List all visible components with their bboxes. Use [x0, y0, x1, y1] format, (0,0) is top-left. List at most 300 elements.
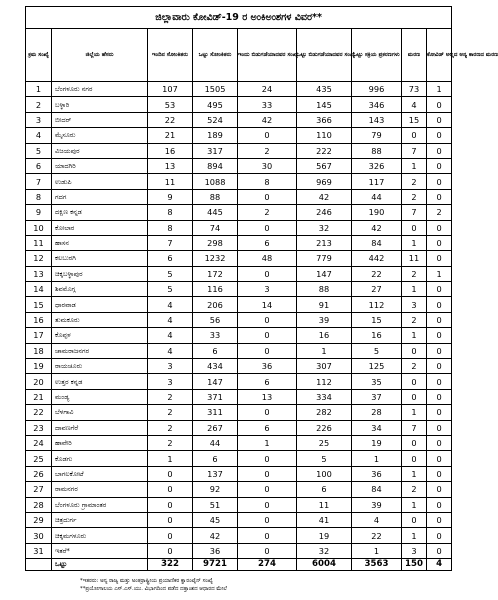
- table-row: [26, 343, 452, 358]
- deaths-cell: 1: [402, 235, 427, 250]
- today-cases-cell: 4: [148, 328, 193, 343]
- today-cases-cell: 3: [148, 359, 193, 374]
- today-discharged-cell: 14: [238, 297, 297, 312]
- footnote-source: **ಪ್ರಯೋಗಾಲಯ ಎಸ್.ಎಸ್.ಯು. ವಿಭಾಗದಿಂದ ಪಡೆದ ದತ್ತಾಂಶದ ಆಧಾರದ ಮೇಲೆ: [80, 586, 227, 592]
- district-name-cell: ಕಲಬುರಗಿ: [52, 251, 148, 266]
- active-cases-cell: 117: [352, 174, 402, 189]
- total-discharged-cell: 282: [297, 405, 352, 420]
- total-cases-cell: 88: [193, 189, 238, 204]
- serial-cell: 24: [26, 435, 52, 450]
- non-covid-deaths-cell: 0: [427, 158, 452, 173]
- serial-cell: 3: [26, 112, 52, 127]
- serial-cell: 12: [26, 251, 52, 266]
- table-row: [26, 205, 452, 220]
- district-name-cell: ಧಾರವಾಡ: [52, 297, 148, 312]
- active-cases-cell: 39: [352, 497, 402, 512]
- today-discharged-cell: 33: [238, 97, 297, 112]
- district-name-cell: ಬೀದರ್: [52, 112, 148, 127]
- table-row: [26, 328, 452, 343]
- total-discharged-cell: 110: [297, 128, 352, 143]
- non-covid-deaths-cell: 0: [427, 297, 452, 312]
- deaths-cell: 2: [402, 266, 427, 281]
- total-discharged-cell: 969: [297, 174, 352, 189]
- table-row: [26, 528, 452, 543]
- non-covid-deaths-cell: 0: [427, 512, 452, 527]
- district-covid-table: [25, 6, 498, 571]
- deaths-cell: 0: [402, 374, 427, 389]
- district-name-cell: ಇತರೆ*: [52, 543, 148, 558]
- serial-cell: 18: [26, 343, 52, 358]
- total-cases-cell: 1088: [193, 174, 238, 189]
- total-cases-cell: 267: [193, 420, 238, 435]
- today-discharged-cell: 1: [238, 435, 297, 450]
- serial-cell: 30: [26, 528, 52, 543]
- non-covid-deaths-cell: 0: [427, 282, 452, 297]
- table-row: [26, 482, 452, 497]
- total-cases-cell: 36: [193, 543, 238, 558]
- today-cases-cell: 4: [148, 297, 193, 312]
- active-cases-cell: 5: [352, 343, 402, 358]
- total-discharged-cell: 19: [297, 528, 352, 543]
- today-cases-cell: 2: [148, 389, 193, 404]
- col-non-covid-deaths-header: ಕೋವಿಡ್ ಅಲ್ಲದ ಅನ್ಯ ಕಾರಣದ ಮರಣ: [427, 29, 452, 82]
- total-discharged-cell: 1: [297, 343, 352, 358]
- active-cases-cell: 346: [352, 97, 402, 112]
- table-row: [26, 220, 452, 235]
- total-discharged-cell: 779: [297, 251, 352, 266]
- today-discharged-cell: 0: [238, 266, 297, 281]
- non-covid-deaths-cell: 0: [427, 143, 452, 158]
- non-covid-deaths-cell: 0: [427, 420, 452, 435]
- district-name-cell: ಮೈಸೂರು: [52, 128, 148, 143]
- non-covid-deaths-cell: 0: [427, 189, 452, 204]
- total-discharged-cell: 16: [297, 328, 352, 343]
- today-discharged-cell: 0: [238, 482, 297, 497]
- today-cases-cell: 5: [148, 282, 193, 297]
- active-cases-cell: 22: [352, 528, 402, 543]
- total-cases-cell: 92: [193, 482, 238, 497]
- serial-cell: 29: [26, 512, 52, 527]
- active-cases-cell: 84: [352, 482, 402, 497]
- deaths-cell: 1: [402, 158, 427, 173]
- total-cases-cell: 1232: [193, 251, 238, 266]
- today-cases-cell: 0: [148, 466, 193, 481]
- today-cases-cell: 4: [148, 312, 193, 327]
- col-total-cases-header: ಒಟ್ಟು ಸೋಂಕಿತರು: [193, 29, 238, 82]
- total-today-cases-cell: 322: [148, 559, 193, 571]
- title-row: [26, 7, 452, 29]
- deaths-cell: 0: [402, 435, 427, 450]
- non-covid-deaths-cell: 0: [427, 128, 452, 143]
- today-discharged-cell: 0: [238, 343, 297, 358]
- total-active-cases-cell: 3563: [352, 559, 402, 571]
- today-cases-cell: 11: [148, 174, 193, 189]
- deaths-cell: 7: [402, 205, 427, 220]
- district-name-cell: ಬಾಗಲಕೋಟೆ: [52, 466, 148, 481]
- active-cases-cell: 996: [352, 82, 402, 97]
- serial-cell: 31: [26, 543, 52, 558]
- total-cases-cell: 524: [193, 112, 238, 127]
- table-row: [26, 143, 452, 158]
- district-name-cell: ಬೆಳಗಾವಿ: [52, 405, 148, 420]
- district-name-cell: ಬೆಂಗಳೂರು ನಗರ: [52, 82, 148, 97]
- today-discharged-cell: 3: [238, 282, 297, 297]
- report-title: ಜಿಲ್ಲಾವಾರು ಕೋವಿಡ್-19 ರ ಅಂಕಿಅಂಶಗಳ ವಿವರ**: [26, 7, 452, 29]
- total-discharged-cell: 147: [297, 266, 352, 281]
- deaths-cell: 3: [402, 543, 427, 558]
- serial-cell: 17: [26, 328, 52, 343]
- serial-cell: 8: [26, 189, 52, 204]
- district-name-cell: ಹಾವೇರಿ: [52, 435, 148, 450]
- table-row: [26, 497, 452, 512]
- today-discharged-cell: 0: [238, 512, 297, 527]
- deaths-cell: 1: [402, 282, 427, 297]
- total-discharged-cell: 32: [297, 220, 352, 235]
- total-cases-cell: 894: [193, 158, 238, 173]
- serial-cell: 25: [26, 451, 52, 466]
- table-row: [26, 112, 452, 127]
- serial-cell: 11: [26, 235, 52, 250]
- active-cases-cell: 79: [352, 128, 402, 143]
- serial-cell: 19: [26, 359, 52, 374]
- today-discharged-cell: 8: [238, 174, 297, 189]
- deaths-cell: 0: [402, 451, 427, 466]
- total-discharged-cell: 11: [297, 497, 352, 512]
- district-name-cell: ಚಾಮರಾಜನಗರ: [52, 343, 148, 358]
- deaths-cell: 3: [402, 297, 427, 312]
- total-total-discharged-cell: 6004: [297, 559, 352, 571]
- active-cases-cell: 15: [352, 312, 402, 327]
- total-discharged-cell: 88: [297, 282, 352, 297]
- non-covid-deaths-cell: 0: [427, 374, 452, 389]
- serial-cell: 2: [26, 97, 52, 112]
- district-name-cell: ವಿಜಯಪುರ: [52, 143, 148, 158]
- total-cases-cell: 6: [193, 451, 238, 466]
- table-row: [26, 405, 452, 420]
- table-row: [26, 297, 452, 312]
- district-name-cell: ಶಿವಮೊಗ್ಗ: [52, 282, 148, 297]
- table-row: [26, 435, 452, 450]
- col-deaths-header: ಮರಣ: [402, 29, 427, 82]
- active-cases-cell: 37: [352, 389, 402, 404]
- deaths-cell: 4: [402, 97, 427, 112]
- active-cases-cell: 1: [352, 543, 402, 558]
- today-cases-cell: 3: [148, 374, 193, 389]
- header-row: [26, 29, 452, 82]
- serial-cell: 9: [26, 205, 52, 220]
- active-cases-cell: 88: [352, 143, 402, 158]
- table-row: [26, 82, 452, 97]
- today-cases-cell: 1: [148, 451, 193, 466]
- today-discharged-cell: 6: [238, 374, 297, 389]
- non-covid-deaths-cell: 0: [427, 482, 452, 497]
- active-cases-cell: 44: [352, 189, 402, 204]
- total-cases-cell: 44: [193, 435, 238, 450]
- district-name-cell: ಚಿತ್ರದುರ್ಗ: [52, 512, 148, 527]
- total-discharged-cell: 25: [297, 435, 352, 450]
- deaths-cell: 7: [402, 420, 427, 435]
- deaths-cell: 7: [402, 143, 427, 158]
- total-discharged-cell: 567: [297, 158, 352, 173]
- non-covid-deaths-cell: 0: [427, 451, 452, 466]
- deaths-cell: 1: [402, 405, 427, 420]
- col-today-discharged-header: ಇಂದು ಬಿಡುಗಡೆಯಾದವರ ಸಂಖ್ಯೆ: [238, 29, 297, 82]
- deaths-cell: 2: [402, 482, 427, 497]
- today-cases-cell: 0: [148, 512, 193, 527]
- total-row: [26, 559, 452, 571]
- serial-cell: 14: [26, 282, 52, 297]
- today-discharged-cell: 6: [238, 235, 297, 250]
- table-row: [26, 359, 452, 374]
- today-discharged-cell: 0: [238, 451, 297, 466]
- total-cases-cell: 74: [193, 220, 238, 235]
- table-row: [26, 251, 452, 266]
- today-cases-cell: 0: [148, 543, 193, 558]
- district-name-cell: ಗದಗ: [52, 189, 148, 204]
- table-row: [26, 512, 452, 527]
- today-discharged-cell: 13: [238, 389, 297, 404]
- active-cases-cell: 442: [352, 251, 402, 266]
- col-today-cases-header: ಇಂದಿನ ಸೋಂಕಿತರು: [148, 29, 193, 82]
- today-cases-cell: 5: [148, 266, 193, 281]
- total-cases-cell: 317: [193, 143, 238, 158]
- total-cases-cell: 371: [193, 389, 238, 404]
- total-discharged-cell: 112: [297, 374, 352, 389]
- non-covid-deaths-cell: 0: [427, 312, 452, 327]
- active-cases-cell: 1: [352, 451, 402, 466]
- district-name-cell: ಉಡುಪಿ: [52, 174, 148, 189]
- deaths-cell: 1: [402, 528, 427, 543]
- today-discharged-cell: 0: [238, 128, 297, 143]
- today-cases-cell: 8: [148, 205, 193, 220]
- serial-cell: 15: [26, 297, 52, 312]
- non-covid-deaths-cell: 0: [427, 174, 452, 189]
- table-row: [26, 266, 452, 281]
- table-row: [26, 158, 452, 173]
- total-discharged-cell: 100: [297, 466, 352, 481]
- district-name-cell: ಚಿಕ್ಕಮಗಳೂರು: [52, 528, 148, 543]
- serial-cell: 5: [26, 143, 52, 158]
- district-name-cell: ದಕ್ಷಿಣ ಕನ್ನಡ: [52, 205, 148, 220]
- active-cases-cell: 42: [352, 220, 402, 235]
- table-row: [26, 466, 452, 481]
- district-name-cell: ಬಳ್ಳಾರಿ: [52, 97, 148, 112]
- total-cases-cell: 434: [193, 359, 238, 374]
- total-cases-cell: 6: [193, 343, 238, 358]
- active-cases-cell: 4: [352, 512, 402, 527]
- deaths-cell: 2: [402, 359, 427, 374]
- total-discharged-cell: 226: [297, 420, 352, 435]
- serial-cell: 20: [26, 374, 52, 389]
- total-discharged-cell: 213: [297, 235, 352, 250]
- deaths-cell: 73: [402, 82, 427, 97]
- today-discharged-cell: 0: [238, 543, 297, 558]
- active-cases-cell: 190: [352, 205, 402, 220]
- deaths-cell: 0: [402, 512, 427, 527]
- total-discharged-cell: 366: [297, 112, 352, 127]
- non-covid-deaths-cell: 0: [427, 389, 452, 404]
- col-district-header: ಜಿಲ್ಲೆಯ ಹೆಸರು: [52, 29, 148, 82]
- today-discharged-cell: 42: [238, 112, 297, 127]
- total-discharged-cell: 42: [297, 189, 352, 204]
- non-covid-deaths-cell: 0: [427, 359, 452, 374]
- deaths-cell: 2: [402, 189, 427, 204]
- district-name-cell: ತುಮಕೂರು: [52, 312, 148, 327]
- today-discharged-cell: 36: [238, 359, 297, 374]
- non-covid-deaths-cell: 0: [427, 235, 452, 250]
- non-covid-deaths-cell: 0: [427, 528, 452, 543]
- total-cases-cell: 137: [193, 466, 238, 481]
- non-covid-deaths-cell: 0: [427, 328, 452, 343]
- today-discharged-cell: 0: [238, 312, 297, 327]
- today-cases-cell: 0: [148, 528, 193, 543]
- today-discharged-cell: 30: [238, 158, 297, 173]
- today-discharged-cell: 24: [238, 82, 297, 97]
- total-discharged-cell: 32: [297, 543, 352, 558]
- today-discharged-cell: 0: [238, 189, 297, 204]
- deaths-cell: 0: [402, 389, 427, 404]
- district-name-cell: ಹಾಸನ: [52, 235, 148, 250]
- today-cases-cell: 21: [148, 128, 193, 143]
- total-cases-cell: 495: [193, 97, 238, 112]
- serial-cell: 28: [26, 497, 52, 512]
- non-covid-deaths-cell: 0: [427, 112, 452, 127]
- serial-cell: 13: [26, 266, 52, 281]
- today-cases-cell: 53: [148, 97, 193, 112]
- serial-cell: 10: [26, 220, 52, 235]
- today-discharged-cell: 0: [238, 528, 297, 543]
- non-covid-deaths-cell: 0: [427, 251, 452, 266]
- total-discharged-cell: 6: [297, 482, 352, 497]
- serial-cell: 27: [26, 482, 52, 497]
- today-discharged-cell: 48: [238, 251, 297, 266]
- deaths-cell: 2: [402, 312, 427, 327]
- serial-cell: 16: [26, 312, 52, 327]
- non-covid-deaths-cell: 0: [427, 97, 452, 112]
- active-cases-cell: 34: [352, 420, 402, 435]
- total-discharged-cell: 334: [297, 389, 352, 404]
- total-cases-cell: 298: [193, 235, 238, 250]
- total-discharged-cell: 435: [297, 82, 352, 97]
- table-row: [26, 97, 452, 112]
- today-cases-cell: 2: [148, 420, 193, 435]
- total-discharged-cell: 145: [297, 97, 352, 112]
- district-name-cell: ಮಂಡ್ಯ: [52, 389, 148, 404]
- today-cases-cell: 107: [148, 82, 193, 97]
- active-cases-cell: 36: [352, 466, 402, 481]
- today-cases-cell: 9: [148, 189, 193, 204]
- table-row: [26, 235, 452, 250]
- table-row: [26, 128, 452, 143]
- district-name-cell: ಉತ್ತರ ಕನ್ನಡ: [52, 374, 148, 389]
- today-cases-cell: 2: [148, 435, 193, 450]
- total-discharged-cell: 307: [297, 359, 352, 374]
- non-covid-deaths-cell: 0: [427, 543, 452, 558]
- total-cases-cell: 172: [193, 266, 238, 281]
- total-cases-cell: 56: [193, 312, 238, 327]
- serial-cell: 4: [26, 128, 52, 143]
- active-cases-cell: 125: [352, 359, 402, 374]
- total-discharged-cell: 5: [297, 451, 352, 466]
- deaths-cell: 0: [402, 220, 427, 235]
- deaths-cell: 1: [402, 328, 427, 343]
- total-cases-cell: 42: [193, 528, 238, 543]
- total-cases-cell: 189: [193, 128, 238, 143]
- total-cases-cell: 147: [193, 374, 238, 389]
- deaths-cell: 11: [402, 251, 427, 266]
- non-covid-deaths-cell: 0: [427, 466, 452, 481]
- non-covid-deaths-cell: 1: [427, 266, 452, 281]
- table-body: [26, 82, 452, 559]
- district-name-cell: ಕೊಡಗು: [52, 451, 148, 466]
- today-discharged-cell: 2: [238, 205, 297, 220]
- total-cases-cell: 311: [193, 405, 238, 420]
- total-discharged-cell: 222: [297, 143, 352, 158]
- today-discharged-cell: 0: [238, 220, 297, 235]
- non-covid-deaths-cell: 0: [427, 220, 452, 235]
- col-active-cases-header: ಒಟ್ಟು ಸಕ್ರಿಯ ಪ್ರಕರಣಗಳು: [352, 29, 402, 82]
- active-cases-cell: 84: [352, 235, 402, 250]
- col-total-discharged-header: ಒಟ್ಟು ಬಿಡುಗಡೆಯಾದವರ ಸಂಖ್ಯೆ: [297, 29, 352, 82]
- total-discharged-cell: 41: [297, 512, 352, 527]
- total-discharged-cell: 39: [297, 312, 352, 327]
- total-discharged-cell: 246: [297, 205, 352, 220]
- table-row: [26, 174, 452, 189]
- table-row: [26, 189, 452, 204]
- today-discharged-cell: 0: [238, 497, 297, 512]
- today-discharged-cell: 6: [238, 420, 297, 435]
- district-name-cell: ಬೆಂಗಳೂರು ಗ್ರಾಮಾಂತರ: [52, 497, 148, 512]
- today-cases-cell: 7: [148, 235, 193, 250]
- serial-cell: 1: [26, 82, 52, 97]
- non-covid-deaths-cell: 0: [427, 497, 452, 512]
- total-district-name-cell: ಒಟ್ಟು: [52, 559, 148, 571]
- deaths-cell: 1: [402, 466, 427, 481]
- deaths-cell: 0: [402, 343, 427, 358]
- district-name-cell: ರಾಮನಗರ: [52, 482, 148, 497]
- today-discharged-cell: 0: [238, 405, 297, 420]
- table-row: [26, 451, 452, 466]
- total-cases-cell: 33: [193, 328, 238, 343]
- today-cases-cell: 0: [148, 482, 193, 497]
- today-discharged-cell: 0: [238, 466, 297, 481]
- serial-cell: 26: [26, 466, 52, 481]
- district-name-cell: ಯಾದಗಿರಿ: [52, 158, 148, 173]
- deaths-cell: 1: [402, 497, 427, 512]
- today-cases-cell: 0: [148, 497, 193, 512]
- table-row: [26, 312, 452, 327]
- deaths-cell: 2: [402, 174, 427, 189]
- table-row: [26, 389, 452, 404]
- today-cases-cell: 6: [148, 251, 193, 266]
- today-discharged-cell: 2: [238, 143, 297, 158]
- total-deaths-cell: 150: [402, 559, 427, 571]
- total-cases-cell: 206: [193, 297, 238, 312]
- district-name-cell: ಚಿಕ್ಕಬಳ್ಳಾಪುರ: [52, 266, 148, 281]
- footnotes: [80, 577, 420, 593]
- total-cases-cell: 45: [193, 512, 238, 527]
- active-cases-cell: 28: [352, 405, 402, 420]
- district-name-cell: ದಾವಣಗೆರೆ: [52, 420, 148, 435]
- serial-cell: 22: [26, 405, 52, 420]
- non-covid-deaths-cell: 2: [427, 205, 452, 220]
- total-cases-cell: 51: [193, 497, 238, 512]
- deaths-cell: 15: [402, 112, 427, 127]
- today-cases-cell: 16: [148, 143, 193, 158]
- district-name-cell: ರಾಯಚೂರು: [52, 359, 148, 374]
- today-cases-cell: 4: [148, 343, 193, 358]
- today-cases-cell: 8: [148, 220, 193, 235]
